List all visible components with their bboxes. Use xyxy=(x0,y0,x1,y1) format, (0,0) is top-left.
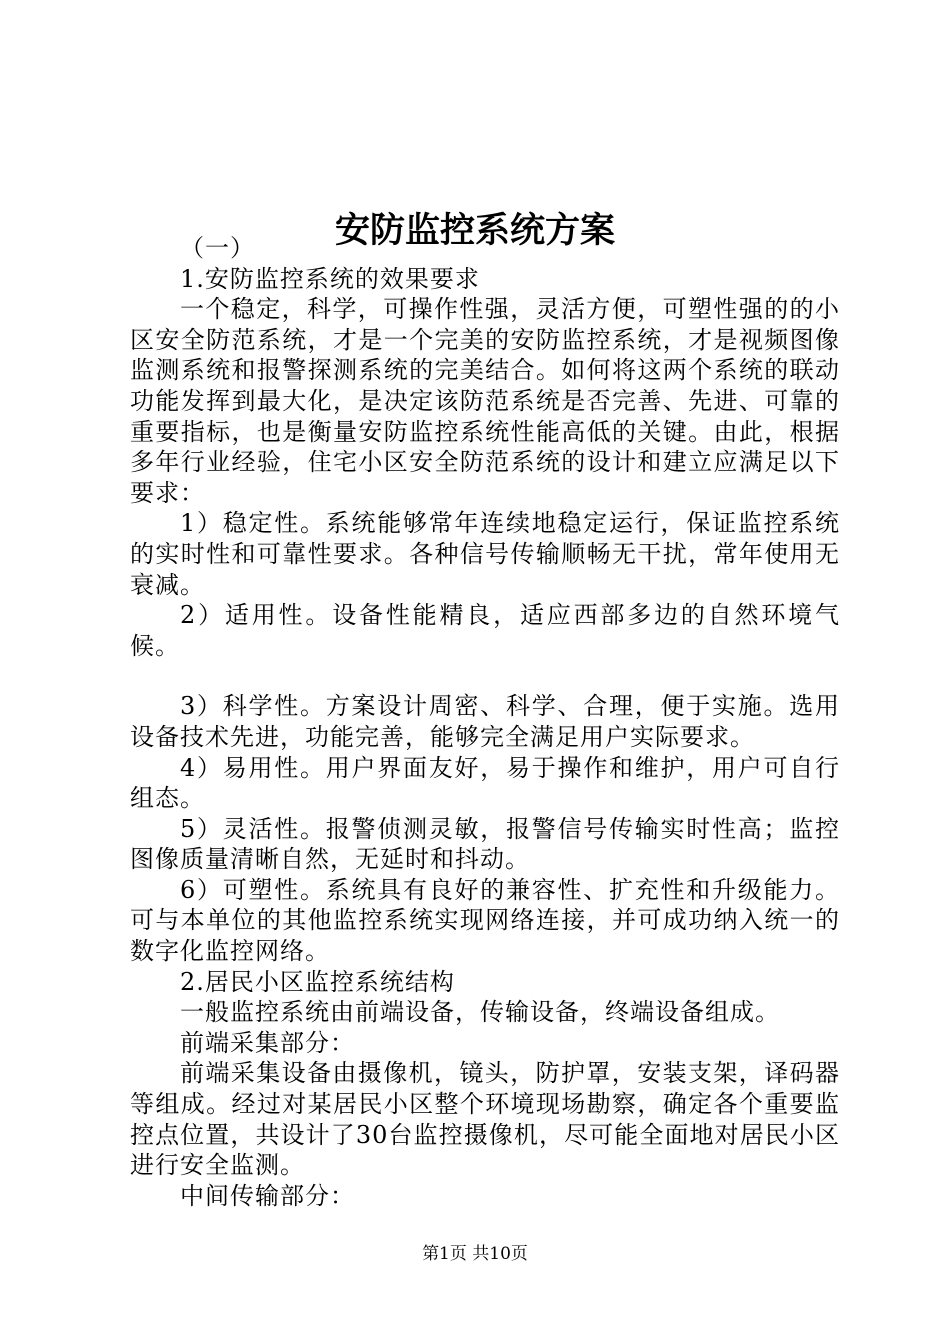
paragraph-flexibility: 5）灵活性。报警侦测灵敏，报警信号传输实时性高；监控图像质量清晰自然，无延时和抖动。 xyxy=(130,814,840,874)
paragraph-applicability: 2）适用性。设备性能精良，适应西部多边的自然环境气候。 xyxy=(130,601,840,660)
heading-effect-requirements: 1.安防监控系统的效果要求 xyxy=(180,264,480,293)
page-footer: 第1页 共10页 xyxy=(422,1244,528,1264)
paragraph-usability: 4）易用性。用户界面友好，易于操作和维护，用户可自行组态。 xyxy=(130,753,840,813)
paragraph-extensibility: 6）可塑性。系统具有良好的兼容性、扩充性和升级能力。可与本单位的其他监控系统实现网络连接，并可成功纳入统一的数字化监控网络。 xyxy=(130,875,840,966)
paragraph-scientific: 3）科学性。方案设计周密、科学、合理，便于实施。选用设备技术先进，功能完善，能够完全满足用户实际要求。 xyxy=(130,692,840,751)
heading-front-end: 前端采集部分： xyxy=(180,1028,355,1057)
heading-transmission: 中间传输部分： xyxy=(180,1181,355,1210)
paragraph-intro: 一个稳定，科学，可操作性强，灵活方便，可塑性强的的小区安全防范系统，才是一个完美的安防监控系统，才是视频图像监测系统和报警探测系统的完美结合。如何将这两个系统的联动功能发挥到最大化，是决定该防范系统是否完善、先进、可靠的重要指标，也是衡量安防监控系统性能高低的关键。由此，根据多年行业经验，住宅小区安全防范系统的设计和建立应满足以下要求： xyxy=(130,295,840,507)
page-title: 安防监控系统方案 xyxy=(334,210,615,252)
paragraph-stability: 1）稳定性。系统能够常年连续地稳定运行，保证监控系统的实时性和可靠性要求。各种信号传输顺畅无干扰，常年使用无衰减。 xyxy=(130,509,840,599)
paragraph-section-marker: （一） xyxy=(180,234,255,262)
document-body xyxy=(130,233,840,1211)
heading-system-structure: 2.居民小区监控系统结构 xyxy=(180,967,455,996)
paragraph-system-components: 一般监控系统由前端设备，传输设备，终端设备组成。 xyxy=(180,998,780,1027)
paragraph-front-end-devices: 前端采集设备由摄像机，镜头，防护罩，安装支架，译码器等组成。经过对某居民小区整个环境现场勘察，确定各个重要监控点位置，共设计了30台监控摄像机，尽可能全面地对居民小区进行安全监测。 xyxy=(130,1059,840,1180)
